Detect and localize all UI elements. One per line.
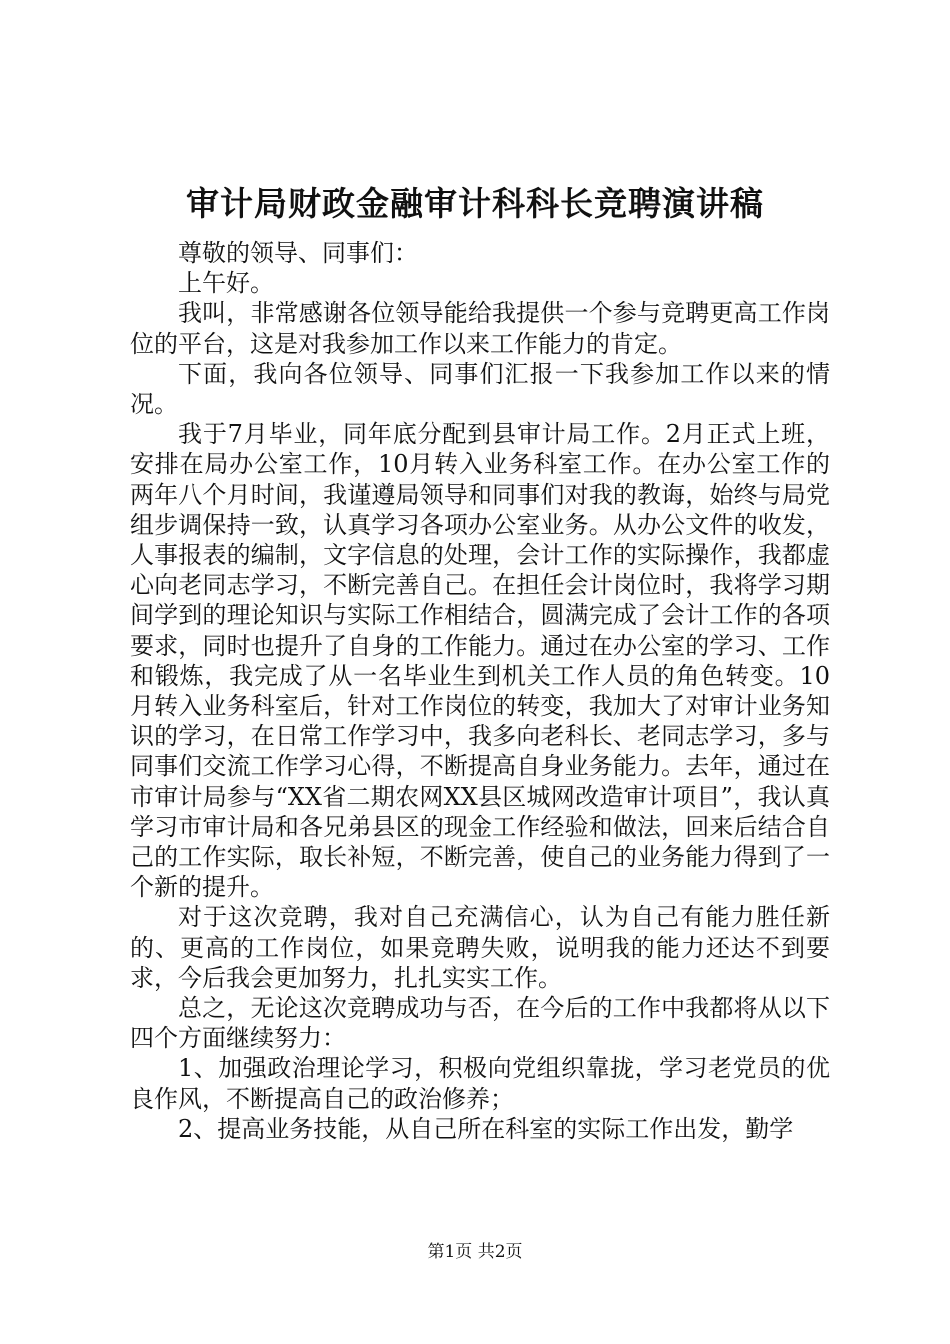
salutation: 尊敬的领导、同事们： (178, 239, 418, 267)
paragraph-confidence: 对于这次竞聘，我对自己充满信心，认为自己有能力胜任新的、更高的工作岗位，如果竞聘失败，说明我的能力还达不到要求，今后我会更加努力，扎扎实实工作。 (130, 903, 830, 992)
paragraph-work-history: 我于7月毕业，同年底分配到县审计局工作。2月正式上班，安排在局办公室工作，10月转入业务科室工作。在办公室工作的两年八个月时间，我谨遵局领导和同事们对我的教诲，始终与局党组步调保持一致，认真学习各项办公室业务。从办公文件的收发，人事报表的编制，文字信息的处理，会计工作的实际操作，我都虚心向老同志学习，不断完善自己。在担任会计岗位时，我将学习期间学到的理论知识与实际工作相结合，圆满完成了会计工作的各项要求，同时也提升了自身的工作能力。通过在办公室的学习、工作和锻炼，我完成了从一名毕业生到机关工作人员的角色转变。10月转入业务科室后，针对工作岗位的转变，我加大了对审计业务知识的学习，在日常工作学习中，我多向老科长、老同志学习，多与同事们交流工作学习心得，不断提高自身业务能力。去年，通过在市审计局参与“XX省二期农网XX县区城网改造审计项目”，我认真学习市审计局和各兄弟县区的现金工作经验和做法，回来后结合自己的工作实际，取长补短，不断完善，使自己的业务能力得到了一个新的提升。 (130, 420, 830, 902)
page-number: 第1页 共2页 (427, 1242, 523, 1262)
paragraph-summary: 总之，无论这次竞聘成功与否，在今后的工作中我都将从以下四个方面继续努力： (130, 994, 830, 1053)
list-item-2: 2、提高业务技能，从自己所在科室的实际工作出发，勤学 (178, 1114, 794, 1143)
paragraph-introduction: 我叫，非常感谢各位领导能给我提供一个参与竞聘更高工作岗位的平台，这是对我参加工作以来工作能力的肯定。 (130, 299, 830, 358)
document-title: 审计局财政金融审计科科长竞聘演讲稿 (186, 184, 764, 223)
greeting: 上午好。 (178, 269, 274, 298)
list-item-1: 1、加强政治理论学习，积极向党组织靠拢，学习老党员的优良作风，不断提高自己的政治修养； (130, 1054, 830, 1113)
paragraph-report-intro: 下面，我向各位领导、同事们汇报一下我参加工作以来的情况。 (130, 359, 830, 419)
document-body (130, 238, 830, 1144)
